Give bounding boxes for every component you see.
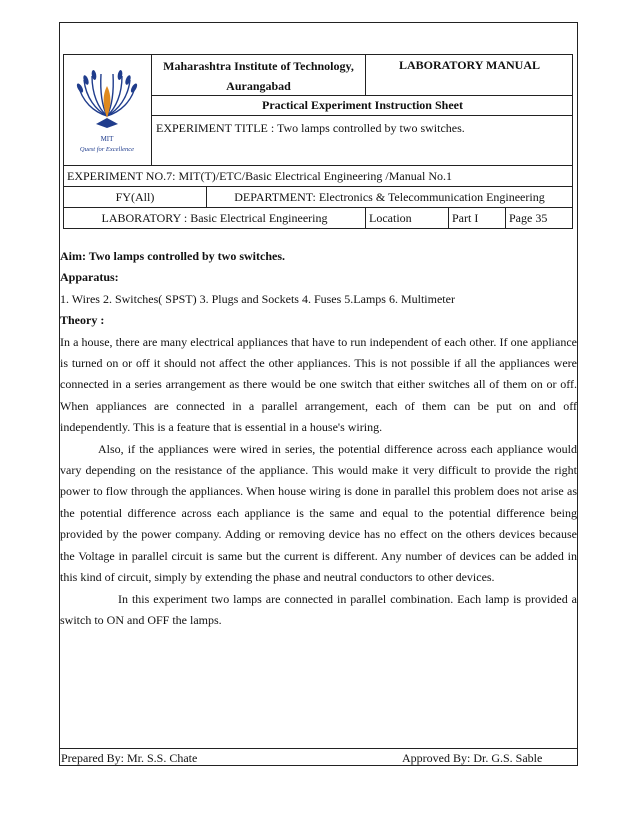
apparatus-heading: Apparatus: [60,270,119,285]
footer-divider [59,748,578,749]
page-number: Page 35 [509,211,548,225]
theory-paragraph-1: In a house, there are many electrical appliances that have to run independent of each other. If one appliance is turned on or off it should not affect the other appliances. This is not possible if all the appliances were connected in a series arrangement as there would be one switch that either switches all of them on or off. When appliances are connected in a parallel arrangement, each of them can be put on and off independently. This is a feature that is essential in a house's wiring. [60,334,577,435]
theory-heading: Theory : [60,313,105,328]
manual-label: LABORATORY MANUAL [366,54,573,96]
part-label: Part I [449,208,506,228]
approved-by: Approved By: Dr. G.S. Sable [402,751,543,765]
laboratory-row [63,208,573,229]
aim-line: Aim: Two lamps controlled by two switches. [60,249,285,263]
fy-label: FY(All) [64,187,207,207]
logo-motto: Quest for Excellence [79,146,135,153]
document-body [60,246,577,631]
institute-line-1: Maharashtra Institute of Technology, [163,59,354,73]
location-label: Location [366,208,449,228]
laboratory-label: LABORATORY : Basic Electrical Engineering [64,208,366,228]
sheet-title: Practical Experiment Instruction Sheet [152,96,573,116]
apparatus-list: 1. Wires 2. Switches( SPST) 3. Plugs and Sockets 4. Fuses 5.Lamps 6. Multimeter [60,291,455,306]
experiment-title: EXPERIMENT TITLE : Two lamps controlled by two switches. [156,121,465,135]
department-label: DEPARTMENT: Electronics & Telecommunication Engineering [234,190,545,204]
mit-logo-icon [66,66,148,158]
logo-caption: MIT [100,135,114,143]
experiment-number: EXPERIMENT NO.7: MIT(T)/ETC/Basic Electrical Engineering /Manual No.1 [63,166,573,187]
institute-name [152,54,366,96]
theory-paragraph-2: Also, if the appliances were wired in series, the potential difference across each appliance would vary depending on the resistance of the appliance. This would make it very difficult to provide the right power to flow through the appliances. When house wiring is done in parallel this problem does not arise as the potential difference across each appliance is the same and equal to the potential difference being provided by the power company. Adding or removing device has no effect on the others devices because the Voltage in parallel circuit is same but the current is different. Any number of devices can be added in this kind of circuit, simply by extending the phase and neutral conductors to other devices. [60,441,577,585]
institute-line-2: Aurangabad [226,79,291,93]
fy-department-row [63,187,573,208]
theory-paragraph-3: In this experiment two lamps are connected in parallel combination. Each lamp is provided a switch to ON and OFF the lamps. [60,591,577,627]
prepared-by: Prepared By: Mr. S.S. Chate [61,751,198,765]
logo-cell [63,54,152,166]
